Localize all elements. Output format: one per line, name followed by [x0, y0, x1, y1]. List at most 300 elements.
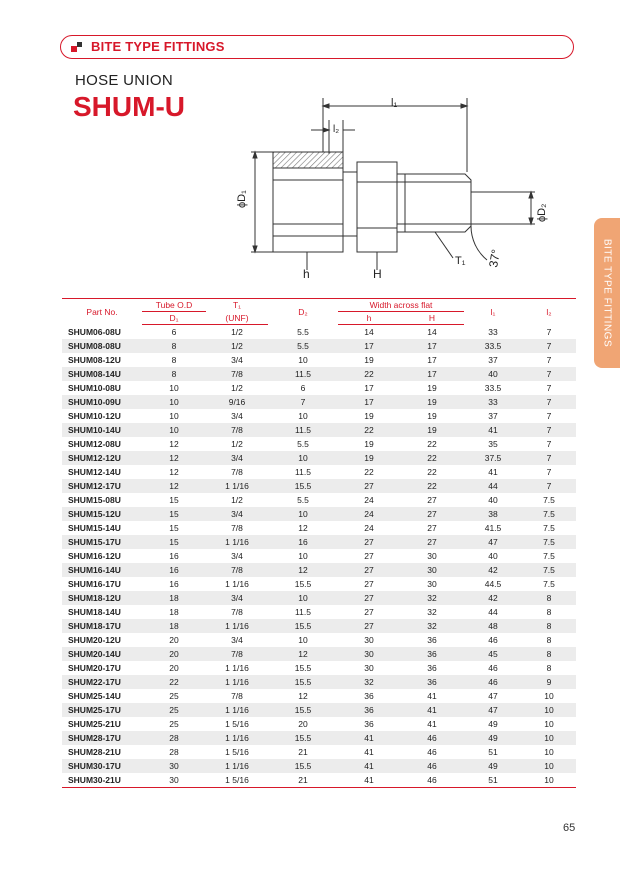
table-cell: 12 — [298, 523, 308, 533]
table-row — [62, 353, 576, 367]
table-cell: 7.5 — [543, 579, 555, 589]
table-cell: 20 — [142, 647, 206, 661]
table-cell: 24 — [364, 523, 374, 533]
table-cell: 36 — [364, 719, 374, 729]
part-number-cell: SHUM15-08U — [68, 495, 121, 505]
header-width-across-flat: Width across flat — [338, 299, 464, 312]
table-cell: 10 — [522, 703, 576, 717]
table-cell: 10 — [142, 423, 206, 437]
table-cell: 38 — [464, 507, 522, 521]
part-number-cell: SHUM18-17U — [62, 619, 142, 633]
table-cell: 44.5 — [484, 579, 502, 589]
part-number-cell: SHUM30-21U — [62, 773, 142, 788]
table-cell: 1 1/16 — [206, 619, 268, 633]
table-cell: 30 — [427, 579, 437, 589]
table-row — [62, 577, 576, 591]
table-cell: 19 — [364, 439, 374, 449]
table-row — [62, 605, 576, 619]
table-cell: 7/8 — [231, 691, 243, 701]
dim-angle-label: 37° — [486, 248, 504, 269]
table-cell: 27 — [364, 579, 374, 589]
table-row — [62, 591, 576, 605]
part-number-cell: SHUM12-08U — [68, 439, 121, 449]
table-cell: 1/2 — [231, 495, 243, 505]
table-cell: 10 — [544, 691, 554, 701]
table-row — [62, 675, 576, 689]
table-cell: 1 5/16 — [225, 747, 249, 757]
table-row — [62, 479, 576, 493]
table-row — [62, 395, 576, 409]
part-number-cell: SHUM20-17U — [68, 663, 121, 673]
table-cell: 10 — [544, 719, 554, 729]
table-cell: 47 — [464, 535, 522, 549]
table-cell: 19 — [400, 395, 464, 409]
part-number-cell: SHUM16-12U — [68, 551, 121, 561]
table-row — [62, 423, 576, 437]
table-cell: 10 — [522, 773, 576, 788]
table-cell: 10 — [298, 411, 308, 421]
table-cell: 6 — [171, 327, 177, 337]
table-row — [62, 339, 576, 353]
header-l1: l₁ — [490, 306, 496, 317]
table-cell: 1 1/16 — [225, 663, 249, 673]
part-number-cell: SHUM30-17U — [62, 759, 142, 773]
table-cell: 22 — [400, 479, 464, 493]
table-cell: 15.5 — [268, 759, 338, 773]
table-cell: 41 — [338, 731, 400, 745]
table-cell: 15 — [169, 523, 179, 533]
table-row — [62, 661, 576, 675]
table-cell: 20 — [169, 635, 179, 645]
table-cell: 16 — [142, 563, 206, 577]
table-cell: 12 — [268, 647, 338, 661]
table-cell: 9 — [522, 675, 576, 689]
table-cell: 7.5 — [522, 535, 576, 549]
table-cell: 46 — [488, 635, 498, 645]
table-cell: 41 — [464, 423, 522, 437]
table-cell: 1 1/16 — [206, 479, 268, 493]
part-number-cell: SHUM20-14U — [62, 647, 142, 661]
table-cell: 45 — [464, 647, 522, 661]
table-cell: 22 — [400, 451, 464, 465]
table-cell: 27 — [338, 591, 400, 605]
table-cell: 19 — [400, 423, 464, 437]
header-part-no: Part No. — [86, 306, 118, 317]
table-cell: 1 1/16 — [206, 759, 268, 773]
table-row — [62, 493, 576, 507]
table-cell: 27 — [338, 479, 400, 493]
table-cell: 7 — [546, 439, 552, 449]
part-number-cell: SHUM15-17U — [62, 535, 142, 549]
table-cell: 16 — [169, 551, 179, 561]
side-tab-label: BITE TYPE FITTINGS — [601, 238, 613, 348]
table-row — [62, 451, 576, 465]
table-cell: 46 — [464, 675, 522, 689]
table-cell: 47 — [488, 691, 498, 701]
header-h-big: H — [400, 312, 464, 325]
table-cell: 10 — [268, 591, 338, 605]
table-cell: 1 5/16 — [206, 773, 268, 788]
table-cell: 41 — [400, 703, 464, 717]
table-row — [62, 437, 576, 451]
table-row — [62, 759, 576, 773]
table-cell: 27 — [338, 535, 400, 549]
table-cell: 7.5 — [543, 495, 555, 505]
table-cell: 3/4 — [231, 355, 243, 365]
table-cell: 3/4 — [206, 591, 268, 605]
part-number-cell: SHUM28-21U — [68, 747, 121, 757]
table-row — [62, 619, 576, 633]
table-cell: 15.5 — [268, 675, 338, 689]
table-cell: 10 — [544, 747, 554, 757]
table-cell: 37 — [488, 355, 498, 365]
table-row — [62, 535, 576, 549]
table-cell: 7/8 — [231, 607, 243, 617]
table-cell: 33 — [488, 326, 498, 337]
table-cell: 5.5 — [297, 326, 309, 337]
table-cell: 44 — [488, 607, 498, 617]
table-row — [62, 731, 576, 745]
table-cell: 37.5 — [464, 451, 522, 465]
table-cell: 7 — [522, 367, 576, 381]
table-cell: 22 — [427, 439, 437, 449]
table-cell: 10 — [142, 395, 206, 409]
table-row — [62, 367, 576, 381]
part-number-cell: SHUM15-12U — [62, 507, 142, 521]
table-cell: 30 — [427, 551, 437, 561]
table-cell: 8 — [142, 339, 206, 353]
table-row — [62, 647, 576, 661]
part-number-cell: SHUM08-08U — [62, 339, 142, 353]
table-cell: 1/2 — [206, 339, 268, 353]
table-cell: 16 — [169, 579, 179, 589]
table-cell: 8 — [522, 647, 576, 661]
table-cell: 21 — [298, 747, 308, 757]
table-cell: 36 — [400, 647, 464, 661]
table-cell: 1/2 — [231, 383, 243, 393]
table-body — [62, 325, 576, 788]
table-cell: 7/8 — [206, 367, 268, 381]
table-cell: 35 — [488, 439, 498, 449]
table-cell: 10 — [298, 635, 308, 645]
table-cell: 7.5 — [543, 551, 555, 561]
table-cell: 14 — [364, 327, 374, 337]
table-cell: 1/2 — [231, 327, 243, 337]
table-cell: 25 — [142, 703, 206, 717]
table-cell: 36 — [338, 703, 400, 717]
table-cell: 46 — [400, 731, 464, 745]
table-cell: 10 — [298, 355, 308, 365]
table-cell: 7 — [546, 467, 552, 477]
table-cell: 7/8 — [206, 647, 268, 661]
part-number-cell: SHUM12-17U — [62, 479, 142, 493]
part-number-cell: SHUM08-14U — [62, 367, 142, 381]
table-row — [62, 689, 576, 703]
table-cell: 28 — [142, 731, 206, 745]
table-cell: 12 — [142, 479, 206, 493]
header-h-small: h — [338, 312, 400, 325]
part-number-cell: SHUM06-08U — [68, 326, 121, 337]
table-cell: 15 — [142, 535, 206, 549]
table-cell: 27 — [338, 619, 400, 633]
table-cell: 36 — [400, 675, 464, 689]
table-cell: 18 — [142, 619, 206, 633]
part-number-cell: SHUM10-08U — [68, 383, 121, 393]
part-number-cell: SHUM10-14U — [62, 423, 142, 437]
table-cell: 3/4 — [231, 411, 243, 421]
part-number-cell: SHUM22-17U — [62, 675, 142, 689]
table-row — [62, 521, 576, 535]
table-cell: 40 — [488, 495, 498, 505]
header-d2: D₂ — [298, 306, 308, 317]
table-cell: 8 — [522, 619, 576, 633]
table-cell: 10 — [298, 551, 308, 561]
table-row — [62, 409, 576, 423]
table-cell: 15.5 — [294, 579, 312, 589]
table-cell: 12 — [268, 563, 338, 577]
table-cell: 33 — [464, 395, 522, 409]
table-cell: 17 — [338, 339, 400, 353]
part-number-cell: SHUM20-12U — [68, 635, 121, 645]
table-cell: 49 — [488, 719, 498, 729]
table-cell: 30 — [142, 773, 206, 788]
table-cell: 42 — [464, 563, 522, 577]
table-cell: 14 — [427, 327, 437, 337]
squares-icon — [71, 42, 82, 53]
table-cell: 30 — [364, 635, 374, 645]
table-cell: 11.5 — [295, 467, 311, 477]
table-cell: 10 — [268, 507, 338, 521]
part-number-cell: SHUM15-14U — [68, 523, 121, 533]
table-cell: 9/16 — [206, 395, 268, 409]
table-cell: 24 — [338, 507, 400, 521]
table-cell: 7/8 — [206, 563, 268, 577]
table-cell: 3/4 — [206, 451, 268, 465]
part-number-cell: SHUM16-17U — [68, 579, 121, 589]
table-cell: 15.5 — [268, 731, 338, 745]
table-cell: 18 — [142, 591, 206, 605]
table-cell: 17 — [364, 383, 374, 393]
table-cell: 49 — [464, 759, 522, 773]
table-cell: 33.5 — [484, 383, 502, 393]
header-l2: l₂ — [546, 306, 552, 317]
table-cell: 7 — [546, 355, 552, 365]
table-cell: 17 — [427, 355, 437, 365]
table-cell: 41 — [338, 759, 400, 773]
table-cell: 7/8 — [231, 523, 243, 533]
dim-d2-label: ϕD₂ — [536, 203, 548, 222]
table-cell: 22 — [338, 423, 400, 437]
side-tab — [594, 218, 620, 368]
table-cell: 17 — [338, 395, 400, 409]
table-cell: 41 — [427, 719, 437, 729]
table-cell: 5.5 — [297, 439, 309, 449]
header-t1: T₁ — [232, 300, 242, 311]
dim-l2-label: l₂ — [333, 124, 340, 135]
table-cell: 7 — [522, 395, 576, 409]
table-cell: 8 — [142, 367, 206, 381]
table-cell: 7.5 — [522, 507, 576, 521]
table-cell: 30 — [364, 663, 374, 673]
table-cell: 7 — [522, 339, 576, 353]
table-cell: 22 — [142, 675, 206, 689]
table-cell: 11.5 — [268, 367, 338, 381]
table-cell: 7 — [522, 423, 576, 437]
table-cell: 40 — [488, 551, 498, 561]
table-cell: 8 — [171, 355, 177, 365]
table-cell: 37 — [488, 411, 498, 421]
table-cell: 15.5 — [268, 479, 338, 493]
table-cell: 41 — [488, 467, 498, 477]
table-row — [62, 507, 576, 521]
table-cell: 3/4 — [206, 507, 268, 521]
table-cell: 11.5 — [295, 607, 311, 617]
dim-l1-label: l₁ — [391, 97, 398, 109]
table-row — [62, 381, 576, 395]
table-row — [62, 717, 576, 731]
table-cell: 1 1/16 — [206, 731, 268, 745]
table-cell: 44 — [464, 479, 522, 493]
table-cell: 11.5 — [268, 423, 338, 437]
table-cell: 6 — [300, 383, 306, 393]
table-cell: 7 — [268, 395, 338, 409]
table-cell: 32 — [427, 607, 437, 617]
part-number-cell: SHUM10-09U — [62, 395, 142, 409]
table-cell: 5.5 — [268, 339, 338, 353]
table-cell: 25 — [169, 719, 179, 729]
table-cell: 42 — [464, 591, 522, 605]
table-cell: 10 — [169, 383, 179, 393]
table-row — [62, 745, 576, 759]
table-cell: 8 — [546, 635, 552, 645]
page-subtitle: HOSE UNION — [75, 72, 174, 89]
table-cell: 21 — [268, 773, 338, 788]
table-cell: 24 — [364, 495, 374, 505]
part-number-cell: SHUM25-21U — [68, 719, 121, 729]
table-cell: 27 — [364, 551, 374, 561]
table-cell: 46 — [427, 747, 437, 757]
table-cell: 19 — [364, 355, 374, 365]
dim-H-label: H — [373, 267, 382, 281]
table-cell: 7/8 — [231, 467, 243, 477]
table-cell: 10 — [522, 731, 576, 745]
table-cell: 15.5 — [268, 619, 338, 633]
header-unf: (UNF) — [206, 312, 268, 325]
table-cell: 1 1/16 — [206, 535, 268, 549]
table-cell: 7 — [522, 451, 576, 465]
part-number-cell: SHUM18-14U — [68, 607, 121, 617]
table-cell: 1 1/16 — [225, 579, 249, 589]
table-cell: 7 — [546, 411, 552, 421]
table-cell: 19 — [338, 451, 400, 465]
table-row — [62, 549, 576, 563]
table-cell: 1 1/16 — [206, 703, 268, 717]
table-row — [62, 325, 576, 340]
part-number-cell: SHUM25-14U — [68, 691, 121, 701]
table-cell: 15 — [169, 495, 179, 505]
fitting-drawing — [215, 92, 555, 292]
table-cell: 51 — [464, 773, 522, 788]
table-cell: 22 — [427, 467, 437, 477]
table-cell: 20 — [298, 719, 308, 729]
table-cell: 7 — [522, 479, 576, 493]
table-row — [62, 773, 576, 788]
dim-d1-label: ϕD₁ — [236, 190, 248, 208]
header-tube-od: Tube O.D — [142, 299, 206, 312]
table-cell: 27 — [338, 563, 400, 577]
table-cell: 41 — [427, 691, 437, 701]
part-number-cell: SHUM10-12U — [68, 411, 121, 421]
table-row — [62, 703, 576, 717]
table-row — [62, 465, 576, 479]
table-cell: 22 — [364, 467, 374, 477]
part-number-cell: SHUM28-17U — [62, 731, 142, 745]
part-number-cell: SHUM12-12U — [62, 451, 142, 465]
dim-t1-label: T₁ — [455, 255, 466, 267]
table-cell: 27 — [427, 523, 437, 533]
table-cell: 12 — [169, 467, 179, 477]
table-cell: 19 — [427, 411, 437, 421]
table-cell: 20 — [169, 663, 179, 673]
table-cell: 25 — [169, 691, 179, 701]
table-cell: 46 — [400, 773, 464, 788]
table-cell: 36 — [364, 691, 374, 701]
table-cell: 19 — [364, 411, 374, 421]
table-cell: 7/8 — [206, 423, 268, 437]
table-cell: 41 — [338, 773, 400, 788]
table-row — [62, 633, 576, 647]
part-number-cell: SHUM25-17U — [62, 703, 142, 717]
table-cell: 7.5 — [522, 563, 576, 577]
table-cell: 17 — [400, 367, 464, 381]
table-cell: 3/4 — [231, 551, 243, 561]
table-cell: 36 — [427, 663, 437, 673]
table-cell: 1 5/16 — [225, 719, 249, 729]
dimension-table — [62, 298, 576, 788]
table-cell: 40 — [464, 367, 522, 381]
table-cell: 41.5 — [484, 523, 502, 533]
table-cell: 30 — [400, 563, 464, 577]
section-banner — [60, 35, 574, 59]
table-cell: 7.5 — [543, 523, 555, 533]
part-number-cell: SHUM12-14U — [68, 467, 121, 477]
part-number-cell: SHUM16-14U — [62, 563, 142, 577]
table-cell: 17 — [400, 339, 464, 353]
table-cell: 15 — [142, 507, 206, 521]
table-cell: 36 — [427, 635, 437, 645]
table-cell: 16 — [268, 535, 338, 549]
table-cell: 46 — [400, 759, 464, 773]
page-title: SHUM-U — [73, 91, 185, 122]
table-cell: 5.5 — [297, 495, 309, 505]
table-cell: 15.5 — [294, 663, 312, 673]
table-cell: 28 — [169, 747, 179, 757]
table-cell: 18 — [169, 607, 179, 617]
table-cell: 7 — [546, 383, 552, 393]
table-cell: 33.5 — [464, 339, 522, 353]
part-number-cell: SHUM18-12U — [62, 591, 142, 605]
table-cell: 7 — [546, 326, 552, 337]
table-cell: 8 — [522, 591, 576, 605]
part-number-cell: SHUM08-12U — [68, 355, 121, 365]
table-cell: 32 — [400, 591, 464, 605]
banner-label: BITE TYPE FITTINGS — [91, 39, 225, 54]
table-cell: 22 — [338, 367, 400, 381]
table-cell: 30 — [142, 759, 206, 773]
table-cell: 1 1/16 — [206, 675, 268, 689]
table-cell: 27 — [400, 507, 464, 521]
table-cell: 46 — [488, 663, 498, 673]
